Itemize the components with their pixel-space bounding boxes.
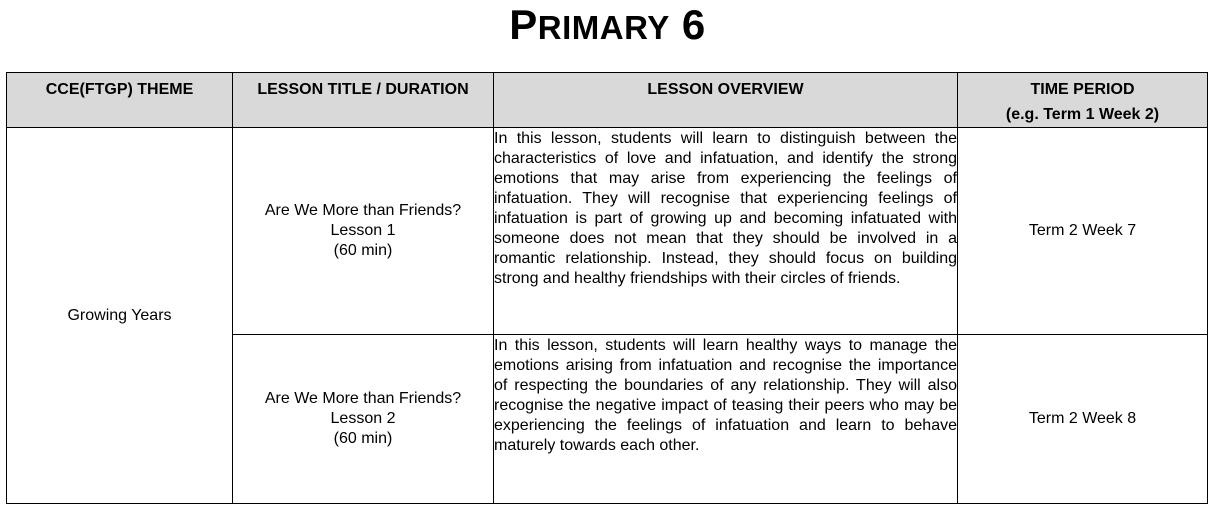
header-period (958, 73, 1208, 128)
header-period-line1: TIME PERIOD (1030, 81, 1135, 98)
theme-cell: Growing Years (7, 128, 233, 504)
page-title (0, 2, 1215, 51)
lesson-duration: (60 min) (333, 430, 393, 447)
lesson-plan-table (6, 72, 1208, 504)
header-row (7, 73, 1208, 128)
lesson-cell (233, 128, 494, 335)
lesson-duration: (60 min) (333, 242, 393, 259)
lesson-title: Are We More than Friends? (264, 202, 462, 219)
lesson-overview: In this lesson, students will learn to distinguish between the characteristics of love and infatuation, and identify the strong emotions that may arise from experiencing the feelings of infatuation. They will recognise that experiencing feelings of infatuation is part of growing up and becoming infatuated with someone does not mean that they should be involved in a romantic relationship. Instead, they should focus on building strong and healthy friendships with their circles of friends. (494, 130, 957, 287)
title-first-letter: P (509, 1, 538, 48)
lesson-number: Lesson 2 (330, 410, 396, 427)
header-period-line2: (e.g. Term 1 Week 2) (1005, 106, 1160, 123)
lesson-title: Are We More than Friends? (264, 390, 462, 407)
table-row (7, 128, 1208, 335)
period-cell: Term 2 Week 8 (958, 335, 1208, 504)
lesson-overview: In this lesson, students will learn healthy ways to manage the emotions arising from infatuation and recognise the importance of respecting the boundaries of any relationship. They will also recognise the negative impact of teasing their peers who may be experiencing the feelings of infatuation and learn to behave maturely towards each other. (494, 337, 957, 454)
overview-cell (494, 128, 958, 335)
header-theme: CCE(FTGP) THEME (7, 73, 233, 128)
period-cell: Term 2 Week 7 (958, 128, 1208, 335)
title-number: 6 (681, 1, 706, 48)
title-rest: RIMARY (537, 9, 670, 46)
header-overview: LESSON OVERVIEW (494, 73, 958, 128)
header-lesson: LESSON TITLE / DURATION (233, 73, 494, 128)
lesson-number: Lesson 1 (330, 222, 396, 239)
lesson-cell (233, 335, 494, 504)
overview-cell (494, 335, 958, 504)
